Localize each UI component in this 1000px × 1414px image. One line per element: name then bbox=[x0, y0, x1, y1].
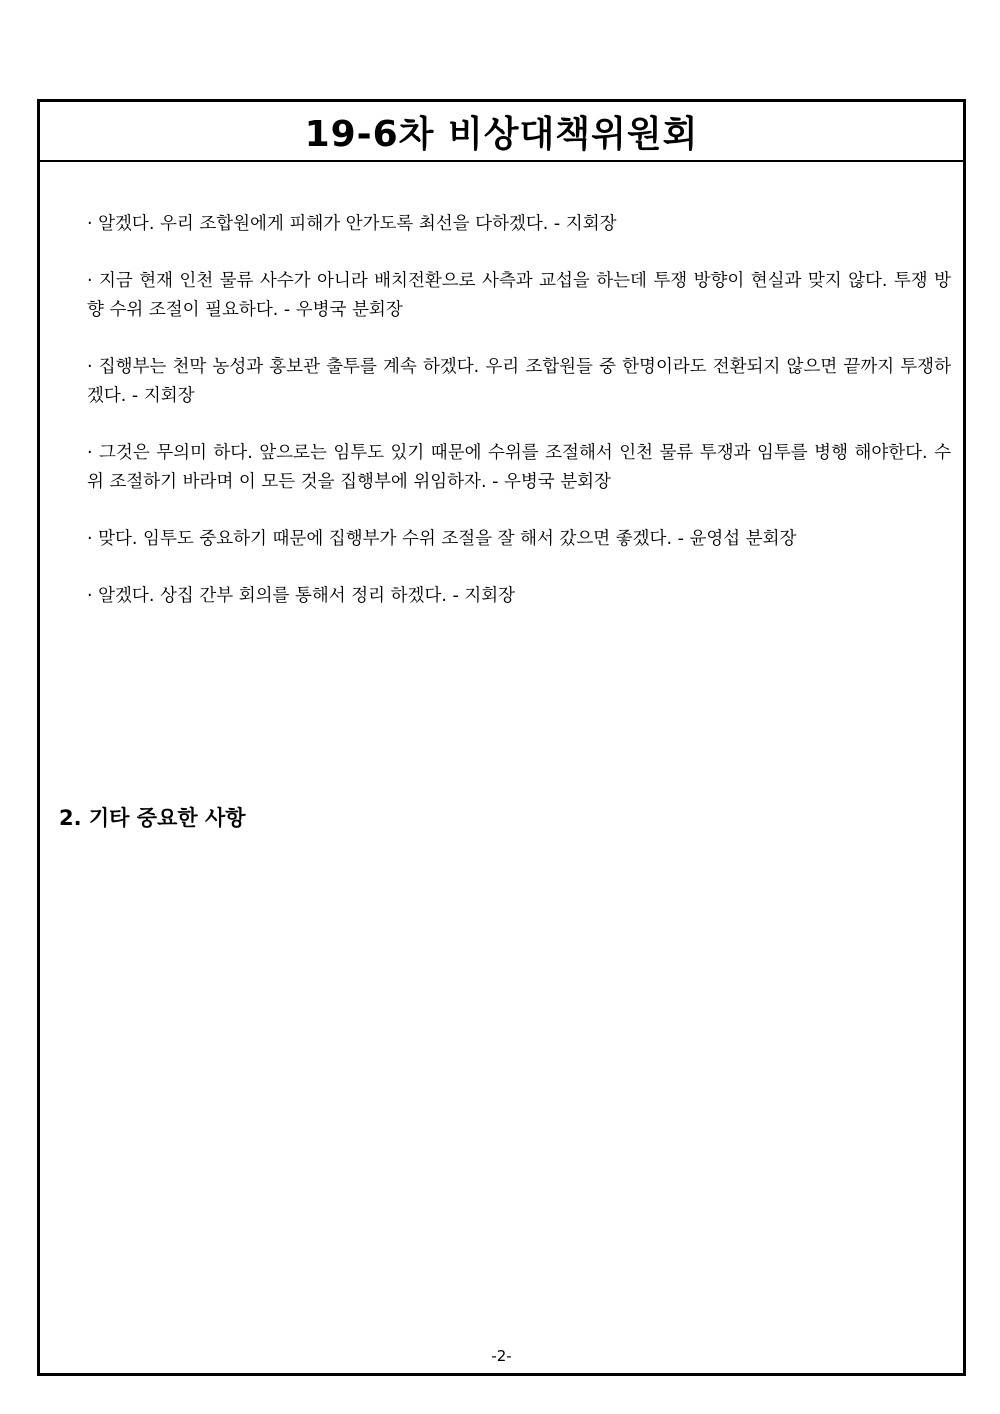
section-heading: 2. 기타 중요한 사항 bbox=[59, 806, 246, 830]
minutes-entry: · 맞다. 임투도 중요하기 때문에 집행부가 수위 조절을 잘 해서 갔으면 좋겠다. - 윤영섭 분회장 bbox=[87, 529, 797, 549]
page-number: -2- bbox=[491, 1347, 512, 1365]
title-bar bbox=[40, 102, 963, 162]
minutes-entry: · 알겠다. 우리 조합원에게 피해가 안가도록 최선을 다하겠다. - 지회장 bbox=[87, 214, 617, 234]
minutes-entry: · 그것은 무의미 하다. 앞으로는 임투도 있기 때문에 수위를 조절해서 인천 물류 투쟁과 임투를 병행 해야한다. 수위 조절하기 바라며 이 모든 것을 집행부에 위임하자. - 우병국 분회장 bbox=[87, 443, 951, 492]
minutes-entry: · 지금 현재 인천 물류 사수가 아니라 배치전환으로 사측과 교섭을 하는데 투쟁 방향이 현실과 맞지 않다. 투쟁 방향 수위 조절이 필요하다. - 우병국 분회장 bbox=[87, 271, 951, 320]
minutes-list bbox=[87, 210, 951, 639]
document-title: 19-6차 비상대책위원회 bbox=[304, 113, 699, 155]
document-frame bbox=[37, 99, 966, 1376]
minutes-entry: · 알겠다. 상집 간부 회의를 통해서 정리 하겠다. - 지회장 bbox=[87, 586, 516, 606]
minutes-entry: · 집행부는 천막 농성과 홍보관 출투를 계속 하겠다. 우리 조합원들 중 한명이라도 전환되지 않으면 끝까지 투쟁하겠다. - 지회장 bbox=[87, 357, 951, 406]
